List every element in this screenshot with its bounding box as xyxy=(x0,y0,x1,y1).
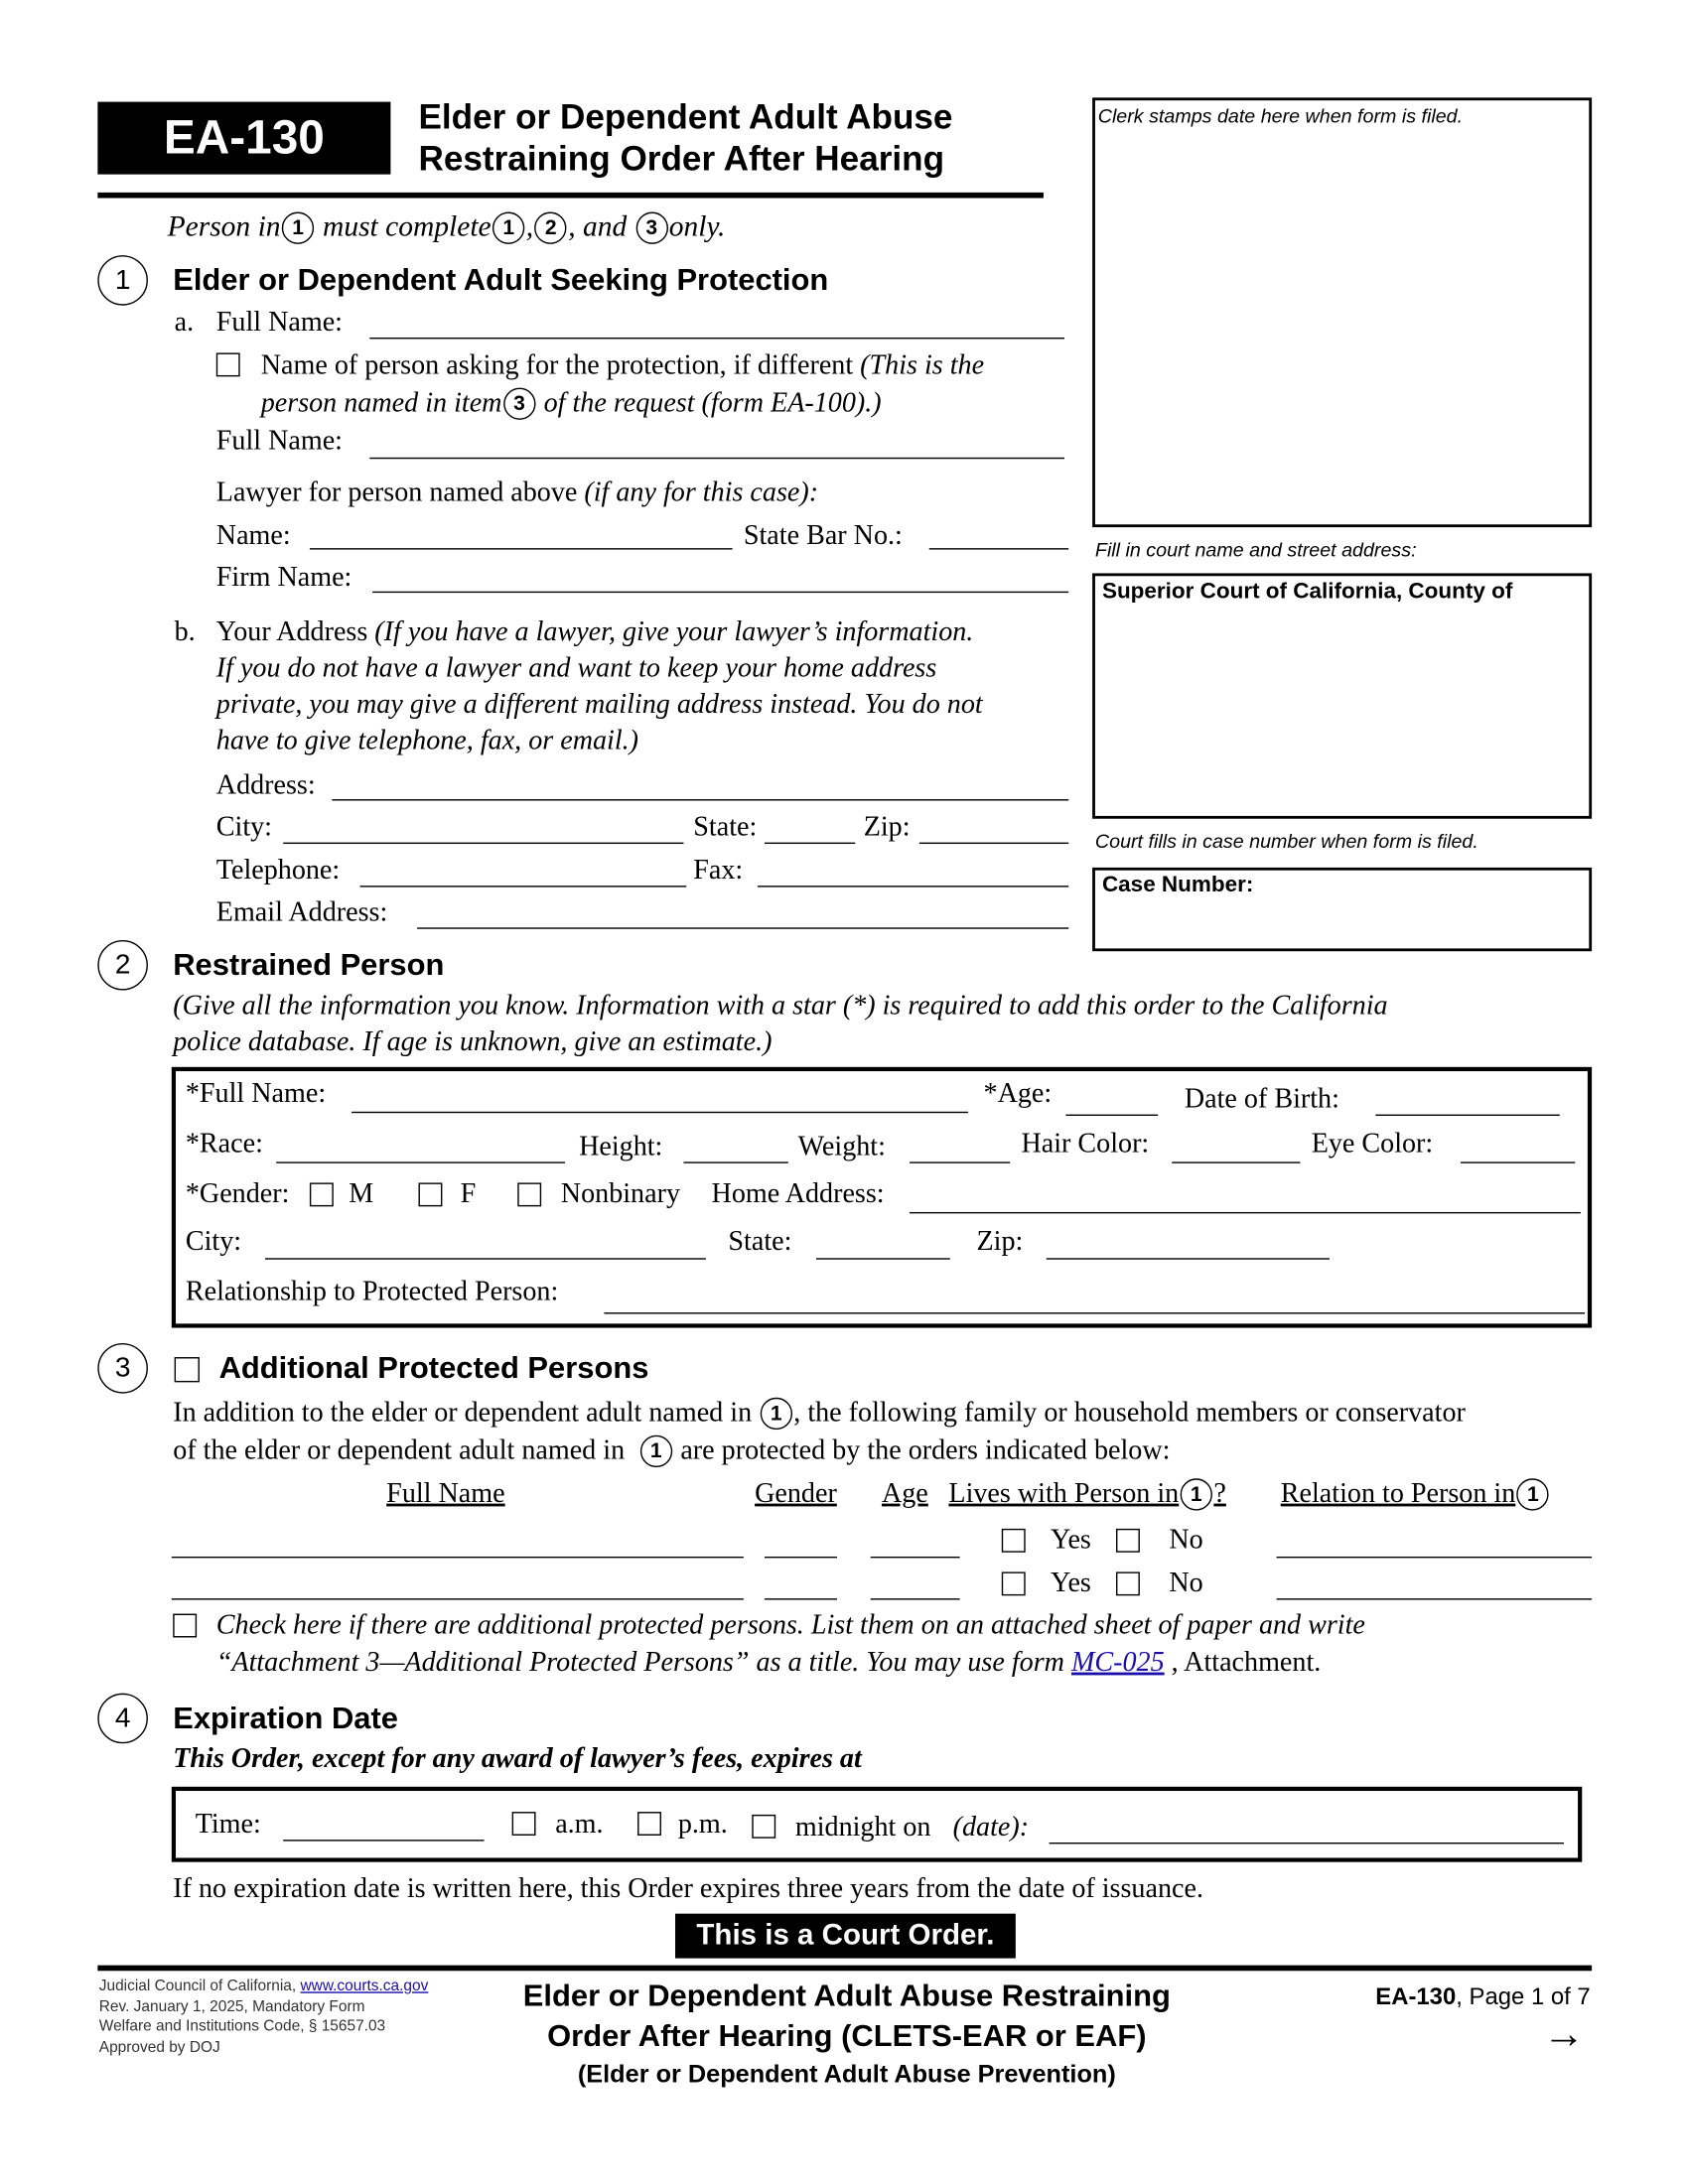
intro-text: must complete xyxy=(323,208,492,243)
court-instruction: Fill in court name and street address: xyxy=(1094,538,1417,561)
section-1-title: Elder or Dependent Adult Seeking Protection xyxy=(173,262,829,298)
email-label: Email Address: xyxy=(215,896,388,928)
text: “Attachment 3—Additional Protected Persons” as a title. You may use form xyxy=(215,1647,1071,1679)
zip-field[interactable] xyxy=(919,843,1068,844)
restrained-person-note xyxy=(173,988,1387,1060)
city-label: City: xyxy=(215,811,272,843)
rp-zip-label: Zip: xyxy=(976,1225,1024,1257)
text: Name of person asking for the protection, if different xyxy=(260,349,861,381)
rp-full-name-field[interactable] xyxy=(352,1112,968,1113)
intro-text: , xyxy=(525,208,534,243)
different-person-text xyxy=(261,348,984,382)
more-persons-text-1: Check here if there are additional protected persons. List them on an attached sheet of paper and write xyxy=(215,1609,1365,1641)
full-name-2-field[interactable] xyxy=(369,458,1064,459)
rp-eye-field[interactable] xyxy=(1461,1161,1575,1162)
pp-age-field[interactable] xyxy=(871,1557,960,1558)
section-number-3: 3 xyxy=(97,1343,148,1394)
rp-dob-field[interactable] xyxy=(1375,1115,1559,1116)
rp-relationship-field[interactable] xyxy=(604,1312,1585,1313)
am-checkbox[interactable] xyxy=(512,1812,536,1836)
fax-field[interactable] xyxy=(758,886,1068,887)
firm-name-label: Firm Name: xyxy=(215,562,352,594)
more-persons-text-2 xyxy=(216,1646,1322,1680)
item-a-label: a. xyxy=(174,307,195,339)
am-label: a.m. xyxy=(555,1809,604,1841)
courts-website-link[interactable]: www.courts.ca.gov xyxy=(300,1978,429,1995)
text: of the request (form EA-100).) xyxy=(543,387,882,419)
different-person-checkbox[interactable] xyxy=(216,352,240,376)
pp-lives-yes-checkbox[interactable] xyxy=(1002,1529,1026,1553)
section-4-title: Expiration Date xyxy=(173,1700,398,1735)
col-lives-with xyxy=(948,1477,1225,1511)
pp-lives-no-checkbox[interactable] xyxy=(1116,1529,1140,1553)
footer-title xyxy=(456,1975,1237,2092)
rp-state-label: State: xyxy=(728,1225,792,1257)
rp-gender-label: *Gender: xyxy=(185,1178,290,1210)
rp-age-field[interactable] xyxy=(1065,1115,1158,1116)
pp-age-field[interactable] xyxy=(871,1598,960,1599)
text: person named in item xyxy=(260,387,502,419)
intro-text: Person in xyxy=(167,208,281,243)
rp-height-label: Height: xyxy=(579,1131,663,1162)
intro-instruction xyxy=(168,209,726,244)
full-name-label: Full Name: xyxy=(215,307,343,339)
midnight-checkbox[interactable] xyxy=(752,1815,775,1839)
lawyer-name-label: Name: xyxy=(215,520,291,551)
rp-zip-field[interactable] xyxy=(1047,1258,1330,1259)
form-title-line1: Elder or Dependent Adult Abuse xyxy=(418,97,953,137)
text: police database. If age is unknown, give an estimate.) xyxy=(173,1026,773,1057)
text: (Elder or Dependent Adult Abuse Prevention) xyxy=(577,2060,1116,2089)
pp-gender-field[interactable] xyxy=(765,1598,837,1599)
time-field[interactable] xyxy=(283,1840,484,1841)
pp-relation-field[interactable] xyxy=(1277,1557,1593,1558)
state-field[interactable] xyxy=(765,843,855,844)
circled-number: 2 xyxy=(535,212,567,244)
expiration-note: If no expiration date is written here, this Order expires three years from the date of issuance. xyxy=(173,1872,1203,1904)
gender-m-label: M xyxy=(349,1178,374,1210)
footer-rule xyxy=(97,1966,1592,1972)
col-gender: Gender xyxy=(755,1478,837,1510)
text: private, you may give a different mailing address instead. You do not xyxy=(215,689,983,720)
rp-home-address-label: Home Address: xyxy=(711,1178,885,1210)
email-field[interactable] xyxy=(417,927,1068,928)
clerk-stamp-box xyxy=(1092,97,1592,527)
rp-dob-label: Date of Birth: xyxy=(1184,1083,1339,1115)
midnight-label: midnight on xyxy=(794,1812,931,1843)
rp-home-address-field[interactable] xyxy=(910,1212,1581,1213)
gender-nonbinary-checkbox[interactable] xyxy=(517,1182,541,1206)
text: Lives with Person in xyxy=(948,1478,1180,1510)
rp-race-label: *Race: xyxy=(185,1128,263,1160)
text: (Give all the information you know. Information with a star (*) is required to add this order to the California xyxy=(173,990,1388,1022)
address-label: Address: xyxy=(215,769,316,801)
text: Order After Hearing (CLETS-EAR or EAF) xyxy=(547,2018,1147,2054)
col-relation xyxy=(1281,1477,1551,1511)
court-name-label: Superior Court of California, County of xyxy=(1101,580,1513,605)
section-number-2: 2 xyxy=(97,940,148,991)
pp-gender-field[interactable] xyxy=(765,1557,837,1558)
pm-checkbox[interactable] xyxy=(637,1812,661,1836)
pm-label: p.m. xyxy=(677,1809,728,1841)
pp-relation-field[interactable] xyxy=(1277,1598,1593,1599)
city-field[interactable] xyxy=(283,843,683,844)
text: Elder or Dependent Adult Abuse Restraining xyxy=(522,1978,1171,2013)
lawyer-label xyxy=(216,476,818,509)
gender-nonbinary-label: Nonbinary xyxy=(560,1178,681,1210)
page-number xyxy=(1364,1980,1591,2014)
circled-number: 1 xyxy=(761,1398,792,1430)
text: (If you have a lawyer, give your lawyer’s information. xyxy=(374,616,974,647)
section-3-title: Additional Protected Persons xyxy=(218,1350,649,1386)
text: Rev. January 1, 2025, Mandatory Form xyxy=(98,1997,365,2015)
text: Lawyer for person named above xyxy=(215,477,585,508)
rp-hair-field[interactable] xyxy=(1172,1161,1300,1162)
lawyer-name-field[interactable] xyxy=(310,548,733,549)
address-instructions xyxy=(216,614,1081,758)
date-label: (date): xyxy=(952,1812,1030,1843)
pp-name-field[interactable] xyxy=(172,1557,744,1558)
telephone-field[interactable] xyxy=(359,886,686,887)
circled-number: 1 xyxy=(1517,1478,1549,1510)
no-label: No xyxy=(1169,1568,1203,1599)
gender-f-checkbox[interactable] xyxy=(419,1182,443,1206)
text: If you do not have a lawyer and want to keep your home address xyxy=(215,652,937,684)
circled-number: 1 xyxy=(492,212,524,244)
form-id-badge: EA-130 xyxy=(97,102,390,175)
no-label: No xyxy=(1169,1524,1203,1556)
court-name-box[interactable] xyxy=(1092,573,1592,818)
form-title-line2: Restraining Order After Hearing xyxy=(418,139,945,179)
full-name-2-label: Full Name: xyxy=(215,425,343,457)
clerk-stamp-label: Clerk stamps date here when form is filed. xyxy=(1097,104,1464,127)
rp-state-field[interactable] xyxy=(816,1258,950,1259)
text: Approved by DOJ xyxy=(98,2038,220,2056)
state-label: State: xyxy=(693,811,758,843)
intro-text: only. xyxy=(668,208,726,243)
rp-full-name-label: *Full Name: xyxy=(185,1078,327,1109)
rp-city-label: City: xyxy=(185,1225,242,1257)
section-number-4: 4 xyxy=(97,1694,148,1744)
circled-number: 1 xyxy=(640,1435,672,1467)
state-bar-label: State Bar No.: xyxy=(743,520,903,551)
text: , Attachment. xyxy=(1164,1647,1322,1679)
state-bar-field[interactable] xyxy=(929,548,1069,549)
text: Relation to Person in xyxy=(1280,1478,1516,1510)
text: Judicial Council of California, xyxy=(98,1978,301,1995)
yes-label: Yes xyxy=(1050,1524,1091,1556)
full-name-field[interactable] xyxy=(369,338,1064,339)
text: are protected by the orders indicated below: xyxy=(680,1434,1171,1466)
expiration-subtitle: This Order, except for any award of lawyer’s fees, expires at xyxy=(173,1743,862,1775)
gender-m-checkbox[interactable] xyxy=(310,1182,334,1206)
yes-label: Yes xyxy=(1050,1568,1091,1599)
text: ? xyxy=(1213,1478,1226,1510)
s3-intro-1 xyxy=(173,1396,1466,1430)
case-number-box[interactable] xyxy=(1092,868,1592,951)
rp-city-field[interactable] xyxy=(265,1258,706,1259)
rp-weight-label: Weight: xyxy=(797,1131,886,1162)
s3-intro-2 xyxy=(173,1433,1170,1467)
rp-height-field[interactable] xyxy=(683,1161,787,1162)
firm-name-field[interactable] xyxy=(372,592,1068,593)
col-full-name: Full Name xyxy=(386,1478,505,1510)
text: (if any for this case): xyxy=(584,477,819,508)
rp-eye-label: Eye Color: xyxy=(1311,1128,1434,1160)
section-2-title: Restrained Person xyxy=(173,946,445,983)
pp-lives-yes-checkbox[interactable] xyxy=(1002,1571,1026,1595)
different-person-text-2 xyxy=(261,386,882,420)
telephone-label: Telephone: xyxy=(215,855,341,887)
rp-race-field[interactable] xyxy=(276,1161,565,1162)
rp-weight-field[interactable] xyxy=(910,1161,1010,1162)
text: EA-130 xyxy=(1375,1982,1457,2010)
additional-persons-checkbox[interactable] xyxy=(175,1357,200,1382)
text: In addition to the elder or dependent adult named in xyxy=(173,1397,753,1429)
circled-number: 1 xyxy=(282,212,314,244)
item-b-label: b. xyxy=(174,616,196,647)
case-number-instruction: Court fills in case number when form is filed. xyxy=(1094,829,1478,853)
circled-number: 3 xyxy=(503,388,535,420)
next-page-arrow-icon[interactable]: → xyxy=(1542,2011,1586,2058)
circled-number: 3 xyxy=(635,212,667,244)
intro-text: , and xyxy=(568,208,628,243)
text: , Page 1 of 7 xyxy=(1456,1982,1591,2010)
more-persons-checkbox[interactable] xyxy=(173,1614,197,1638)
text: Your Address xyxy=(215,616,375,647)
case-number-label: Case Number: xyxy=(1101,873,1254,897)
header-rule xyxy=(97,193,1044,199)
col-age: Age xyxy=(881,1478,928,1510)
court-order-banner: This is a Court Order. xyxy=(675,1914,1016,1959)
zip-label: Zip: xyxy=(863,811,911,843)
rp-age-label: *Age: xyxy=(983,1078,1053,1109)
section-number-1: 1 xyxy=(97,255,148,306)
text: Welfare and Institutions Code, § 15657.03 xyxy=(98,2018,386,2035)
text: of the elder or dependent adult named in xyxy=(173,1434,626,1466)
fax-label: Fax: xyxy=(693,855,744,887)
text: have to give telephone, fax, or email.) xyxy=(215,725,639,756)
rp-hair-label: Hair Color: xyxy=(1021,1128,1150,1160)
footer-info xyxy=(99,1977,429,2057)
address-field[interactable] xyxy=(332,799,1068,800)
time-label: Time: xyxy=(195,1809,261,1841)
text: (This is the xyxy=(860,349,985,381)
text: , the following family or household members or conservator xyxy=(793,1397,1466,1429)
rp-relationship-label: Relationship to Protected Person: xyxy=(185,1276,559,1307)
circled-number: 1 xyxy=(1181,1478,1212,1510)
pp-lives-no-checkbox[interactable] xyxy=(1116,1571,1140,1595)
gender-f-label: F xyxy=(460,1178,477,1210)
mc-025-link[interactable]: MC-025 xyxy=(1070,1647,1165,1679)
pp-name-field[interactable] xyxy=(172,1598,744,1599)
